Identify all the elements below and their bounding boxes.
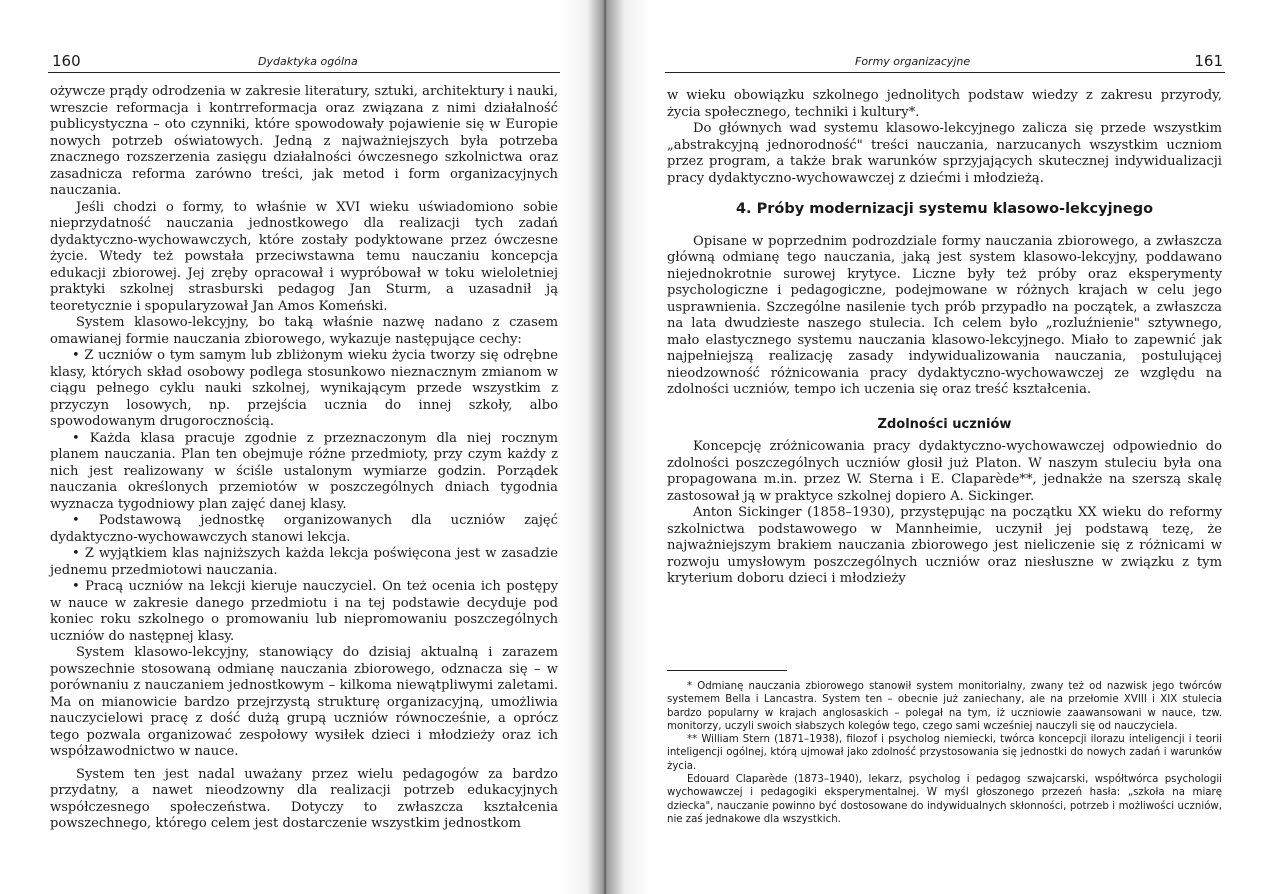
- paragraph: System ten jest nadal uważany przez wielu pedagogów za bardzo przydatny, a nawet nieodzowny dla realizacji potrzeb edukacyjnych współczesnego społeczeństwa. Dotyczy to zwłaszcza kształcenia powszechnego, którego celem jest dostarczenie wszystkim jednostkom: [50, 766, 558, 831]
- bullet-paragraph: • Podstawową jednostkę organizowanych dla uczniów zajęć dydaktyczno-wychowawczych stanowi lekcja.: [50, 513, 558, 545]
- left-page: [0, 0, 565, 894]
- paragraph: System klasowo-lekcyjny, bo taką właśnie nazwę nadano z czasem omawianej formie nauczania zbiorowego, wykazuje następujące cechy:: [50, 315, 558, 347]
- bullet-paragraph: • Z uczniów o tym samym lub zbliżonym wieku życia tworzy się odrębne klasy, których skład osobowy podlega stosunkowo nieznacznym zmianom w ciągu pełnego cyklu nauki szkolnej, wynikającym przede wszystkim z przyczyn losowych, np. przejścia ucznia do innej szkoły, albo spowodowanym drugorocznością.: [50, 348, 558, 429]
- right-page-number: 161: [1194, 52, 1223, 70]
- left-running-title: Dydaktyka ogólna: [258, 55, 358, 68]
- paragraph: w wieku obowiązku szkolnego jednolitych podstaw wiedzy z zakresu przyrody, życia społecznego, techniki i kultury*.: [667, 88, 1222, 120]
- bullet-paragraph: • Z wyjątkiem klas najniższych każda lekcja poświęcona jest w zasadzie jednemu przedmiotowi nauczania.: [50, 546, 558, 578]
- right-running-title: Formy organizacyjne: [855, 55, 971, 68]
- paragraph: Koncepcję zróżnicowania pracy dydaktyczno-wychowawczej odpowiednio do zdolności poszczególnych uczniów głosił już Platon. W naszym stuleciu była ona propagowana m.in. przez W. Sterna i E. Claparède**, jednakże na szerszą skalę zastosował ją w praktyce szkolnej dopiero A. Sickinger.: [667, 439, 1222, 504]
- left-page-number: 160: [52, 52, 81, 70]
- book-gutter-shadow: [560, 0, 650, 894]
- paragraph: Do głównych wad systemu klasowo-lekcyjnego zalicza się przede wszystkim „abstrakcyjną jednorodność" treści nauczania, narzucanych wszystkim uczniom przez program, a także brak warunków sprzyjających skutecznej indywidualizacji pracy dydaktyczno-wychowawczej z dziećmi i młodzieżą.: [667, 121, 1222, 186]
- right-page-body: [667, 88, 1222, 588]
- left-page-header: [48, 52, 560, 73]
- footnote: ** William Stern (1871–1938), filozof i psycholog niemiecki, twórca koncepcji ilorazu inteligencji i teorii inteligencji ogólnej, którą ujmował jako zdolność przystosowania się jednostki do nowych zadań i warunków życia.: [667, 734, 1222, 772]
- paragraph: ożywcze prądy odrodzenia w zakresie literatury, sztuki, architektury i nauki, wreszcie reformacja i kontrreformacja oraz związana z nimi działalność publicystyczna – oto czynniki, które spowodowały pojawienie się w Europie nowych potrzeb oświatowych. Jedną z najważniejszych była potrzeba znacznego rozszerzenia zasięgu działalności ówczesnego szkolnictwa oraz zasadnicza reforma zarówno treści, jak metod i form organizacyjnych nauczania.: [50, 84, 558, 198]
- section-heading: 4. Próby modernizacji systemu klasowo-lekcyjnego: [735, 201, 1154, 217]
- footnote: * Odmianę nauczania zbiorowego stanowił system monitorialny, zwany też od nazwisk jego twórców systemem Bella i Lancastra. System ten – obecnie już zaniechany, ale na przełomie XVIII i XIX stulecia bardzo popularny w krajach anglosaskich – polegał na tym, iż uczniowie zaawansowani w nauce, tzw. monitorzy, uczyli swoich słabszych kolegów tego, czego sami wcześniej nauczyli się od nauczyciela.: [667, 681, 1222, 732]
- subsection-heading: Zdolności uczniów: [877, 416, 1012, 432]
- left-page-body: [50, 84, 558, 833]
- paragraph: System klasowo-lekcyjny, stanowiący do dzisiaj aktualną i zarazem powszechnie stosowaną odmianę nauczania zbiorowego, odznacza się – w porównaniu z nauczaniem jednostkowym – kilkoma niewątpliwymi zaletami. Ma on mianowicie bardzo przejrzystą strukturę organizacyjną, umożliwia nauczycielowi pracę z dość dużą grupą uczniów równocześnie, a oprócz tego pozwala organizować zespołowy wysiłek dzieci i młodzieży oraz ich współzawodnictwo w nauce.: [50, 645, 558, 759]
- bullet-paragraph: • Pracą uczniów na lekcji kieruje nauczyciel. On też ocenia ich postępy w nauce w zakresie danego przedmiotu i na tej podstawie decyduje pod koniec roku szkolnego o promowaniu lub niepromowaniu poszczególnych uczniów do następnej klasy.: [50, 579, 558, 644]
- right-page: [645, 0, 1262, 894]
- right-page-header: [665, 52, 1225, 73]
- paragraph: Jeśli chodzi o formy, to właśnie w XVI wieku uświadomiono sobie nieprzydatność nauczania jednostkowego dla realizacji tych zadań dydaktyczno-wychowawczych, które zostały podyktowane przez ówczesne życie. Wtedy też powstała przeciwstawna temu nauczaniu koncepcja edukacji zbiorowej. Jej zręby opracował i wypróbował w toku wieloletniej praktyki szkolnej strasburski pedagog Jan Sturm, a uzasadnił ją teoretycznie i spopularyzował Jan Amos Komeński.: [50, 199, 558, 314]
- bullet-paragraph: • Każda klasa pracuje zgodnie z przeznaczonym dla niej rocznym planem nauczania. Plan ten obejmuje różne przedmioty, przy czym każdy z nich jest realizowany w ściśle ustalonym wymiarze godzin. Porządek nauczania określonych przemiotów w poszczególnych dniach tygodnia wyznacza tygodniowy plan zajęć danej klasy.: [50, 430, 558, 512]
- footnote-rule: [667, 670, 787, 671]
- paragraph: Opisane w poprzednim podrozdziale formy nauczania zbiorowego, a zwłaszcza główną odmianę tego nauczania, jaką jest system klasowo-lekcyjny, poddawano niejednokrotnie surowej krytyce. Liczne były też próby oraz eksperymenty psychologiczne i pedagogiczne, podejmowane w różnych krajach w celu jego usprawnienia. Szczególne nasilenie tych prób przypadło na początek, a zwłaszcza na lata dwudzieste naszego stulecia. Ich celem było „rozluźnienie" sztywnego, mało elastycznego systemu nauczania klasowo-lekcyjnego. Miało to zapewnić jak najpełniejszą realizację zasady indywidualizowania nauczania, postulującej nieodzowność różnicowania pracy dydaktyczno-wychowawczej ze względu na zdolności uczniów, tempo ich uczenia się oraz treść kształcenia.: [667, 233, 1222, 397]
- paragraph: Anton Sickinger (1858–1930), przystępując na początku XX wieku do reformy szkolnictwa podstawowego w Mannheimie, uczynił jej podstawą tezę, że najważniejszym brakiem nauczania zbiorowego jest nieliczenie się z różnicami w rozwoju umysłowym poszczególnych uczniów oraz niesłuszne w związku z tym kryterium doboru dzieci i młodzieży: [667, 505, 1222, 586]
- footnotes: [667, 680, 1222, 826]
- footnote: Edouard Claparède (1873–1940), lekarz, psycholog i pedagog szwajcarski, współtwórca psychologii wychowawczej i pedagogiki eksperymentalnej. W myśl głoszonego przezeń hasła: „szkoła na miarę dziecka", nauczanie powinno być dostosowane do indywidualnych skłonności, potrzeb i możliwości uczniów, nie zaś jednakowe dla wszystkich.: [667, 774, 1222, 825]
